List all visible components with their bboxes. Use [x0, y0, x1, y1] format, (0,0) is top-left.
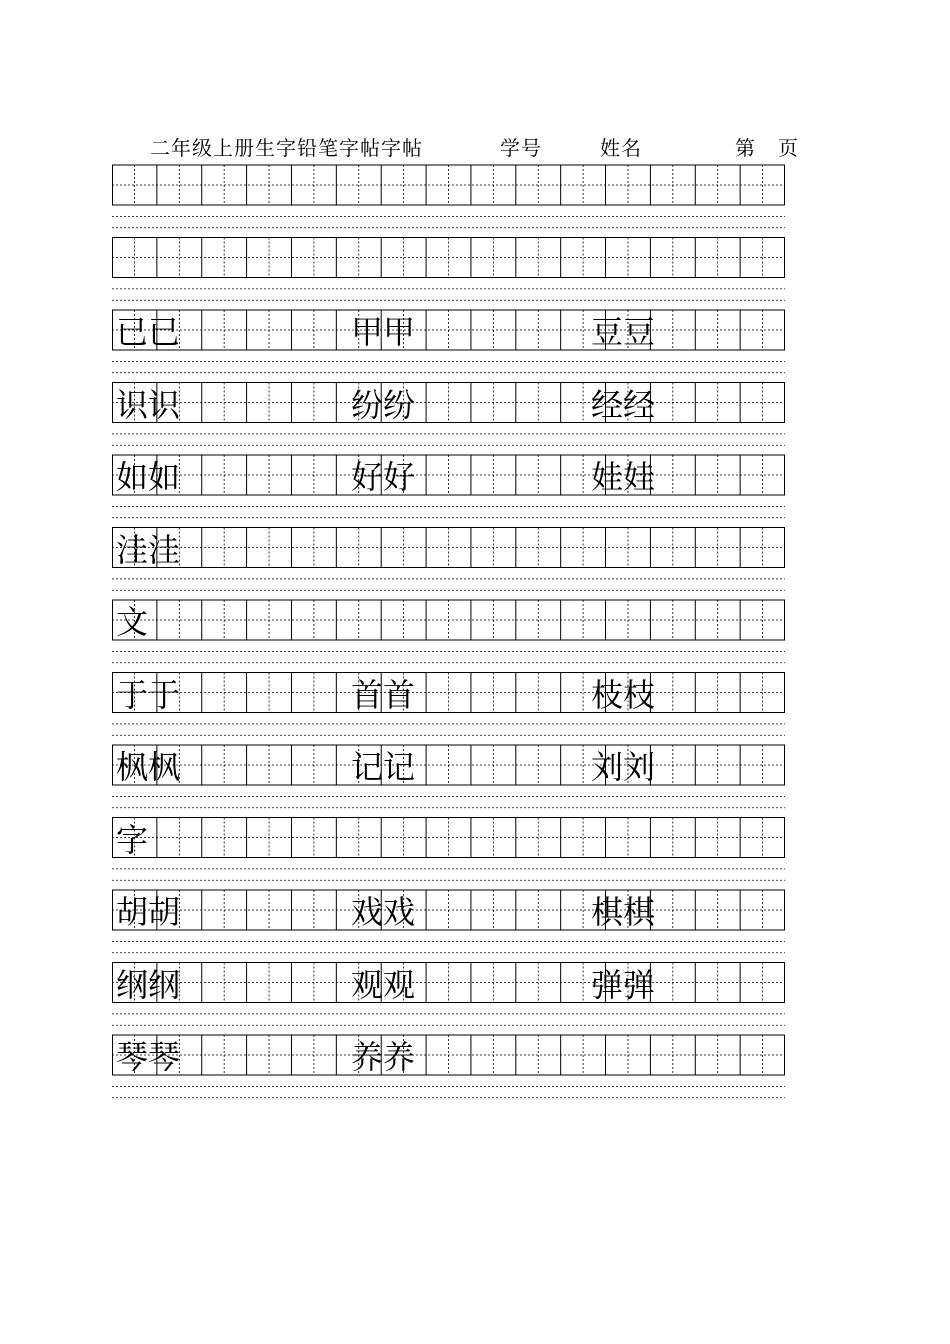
- practice-character: 识识: [116, 385, 181, 424]
- practice-character: 养养: [351, 1038, 416, 1076]
- student-name-label: 姓名: [600, 136, 642, 160]
- practice-character: 棋棋: [591, 893, 656, 931]
- character-layer: [112, 164, 785, 1106]
- practice-character: 纷纷: [351, 385, 416, 424]
- practice-character: 胡胡: [116, 893, 181, 931]
- practice-character: 豆豆: [591, 313, 656, 351]
- practice-sheet: [112, 164, 785, 1106]
- practice-character: 戏戏: [351, 893, 416, 931]
- worksheet-header: [0, 130, 950, 160]
- practice-character: 文: [116, 603, 149, 641]
- practice-character: 首首: [351, 675, 416, 714]
- worksheet-title: 二年级上册生字铅笔字帖字帖: [150, 136, 423, 160]
- practice-character: 纲纲: [116, 965, 181, 1004]
- practice-character: 枫枫: [116, 748, 181, 786]
- practice-character: 刘刘: [591, 748, 656, 786]
- practice-character: 娃娃: [591, 458, 656, 496]
- practice-character: 记记: [351, 748, 416, 786]
- student-number-label: 学号: [500, 136, 542, 160]
- practice-character: 琴琴: [116, 1038, 181, 1076]
- practice-character: 弹弹: [591, 965, 656, 1004]
- practice-character: 已已: [116, 313, 181, 351]
- practice-character: 如如: [116, 458, 181, 496]
- practice-character: 好好: [351, 458, 416, 496]
- practice-character: 甲甲: [351, 313, 416, 351]
- practice-character: 于于: [116, 675, 181, 714]
- practice-character: 洼洼: [116, 530, 181, 569]
- practice-character: 经经: [591, 385, 656, 424]
- practice-character: 枝枝: [591, 675, 656, 714]
- page-number-suffix: 页: [778, 136, 799, 160]
- practice-character: 字: [116, 820, 149, 859]
- practice-character: 观观: [351, 965, 416, 1004]
- page-number-prefix: 第: [735, 136, 756, 160]
